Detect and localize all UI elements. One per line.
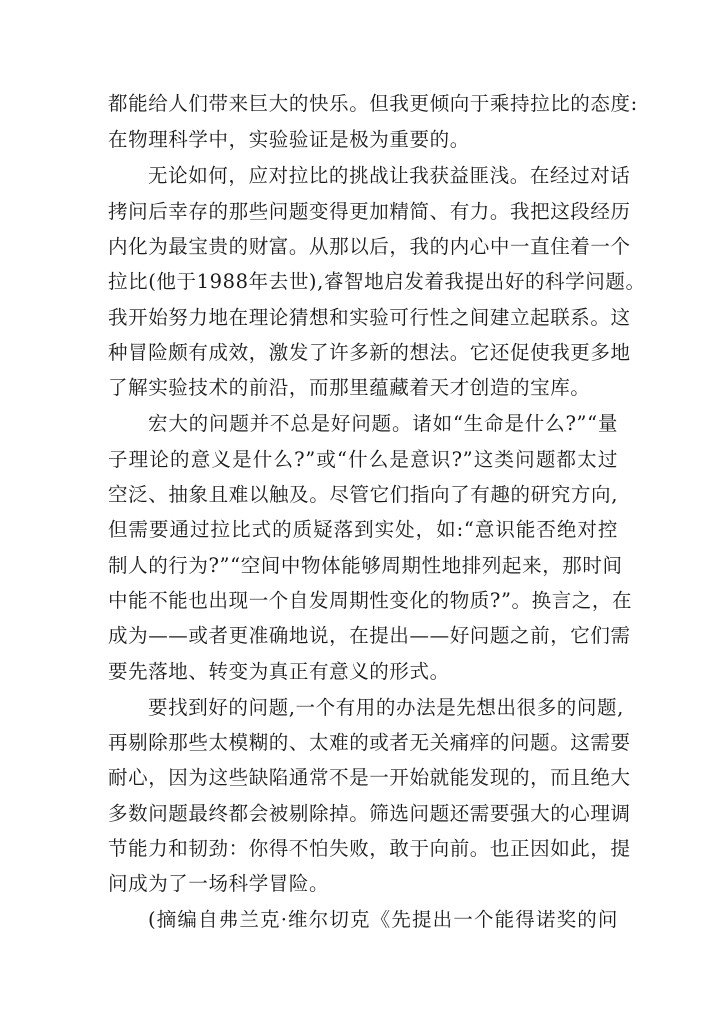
text-line: 但需要通过拉比式的质疑落到实处，如:“意识能否绝对控	[108, 518, 618, 541]
text-line: 问成为了一场科学冒险。	[108, 872, 330, 895]
paragraph-first-line: 宏大的问题并不总是好问题。诸如“生命是什么?”“量	[148, 412, 618, 435]
paragraph-first-line: 要找到好的问题,一个有用的办法是先想出很多的问题,	[148, 696, 624, 719]
text-line: 子理论的意义是什么?”或“什么是意识?”这类问题都太过	[108, 448, 618, 471]
text-line: 在物理科学中，实验验证是极为重要的。	[108, 128, 470, 151]
text-line: 要先落地、转变为真正有意义的形式。	[108, 660, 450, 683]
text-line: 我开始努力地在理论猜想和实验可行性之间建立起联系。这	[108, 306, 631, 329]
text-line: 拷问后幸存的那些问题变得更加精简、有力。我把这段经历	[108, 200, 631, 223]
text-line: 空泛、抽象且难以触及。尽管它们指向了有趣的研究方向,	[108, 483, 618, 506]
text-line: 都能给人们带来巨大的快乐。但我更倾向于乘持拉比的态度:	[108, 92, 638, 115]
text-line: 成为——或者更准确地说，在提出——好问题之前，它们需	[108, 624, 631, 647]
text-line: 中能不能也出现一个自发周期性变化的物质?”。换言之，在	[108, 589, 633, 612]
text-line: 制人的行为?”“空间中物体能够周期性地排列起来，那时间	[108, 554, 623, 577]
text-line: 多数问题最终都会被剔除掉。筛选问题还需要强大的心理调	[108, 802, 631, 825]
text-line: 再剔除那些太模糊的、太难的或者无关痛痒的问题。这需要	[108, 731, 631, 754]
text-line: 了解实验技术的前沿，而那里蕴藏着天才创造的宝库。	[108, 376, 591, 399]
text-line: 内化为最宝贵的财富。从那以后，我的内心中一直住着一个	[108, 235, 631, 258]
text-line: 种冒险颇有成效，激发了许多新的想法。它还促使我更多地	[108, 341, 631, 364]
text-line: 节能力和韧劲：你得不怕失败，敢于向前。也正因如此，提	[108, 837, 631, 860]
paragraph-first-line: 无论如何，应对拉比的挑战让我获益匪浅。在经过对话	[148, 164, 631, 187]
text-line: 耐心，因为这些缺陷通常不是一开始就能发现的，而且绝大	[108, 766, 631, 789]
citation-line: (摘编自弗兰克·维尔切克《先提出一个能得诺奖的问	[148, 908, 618, 931]
text-line: 拉比(他于1988年去世),睿智地启发着我提出好的科学问题。	[108, 270, 646, 293]
